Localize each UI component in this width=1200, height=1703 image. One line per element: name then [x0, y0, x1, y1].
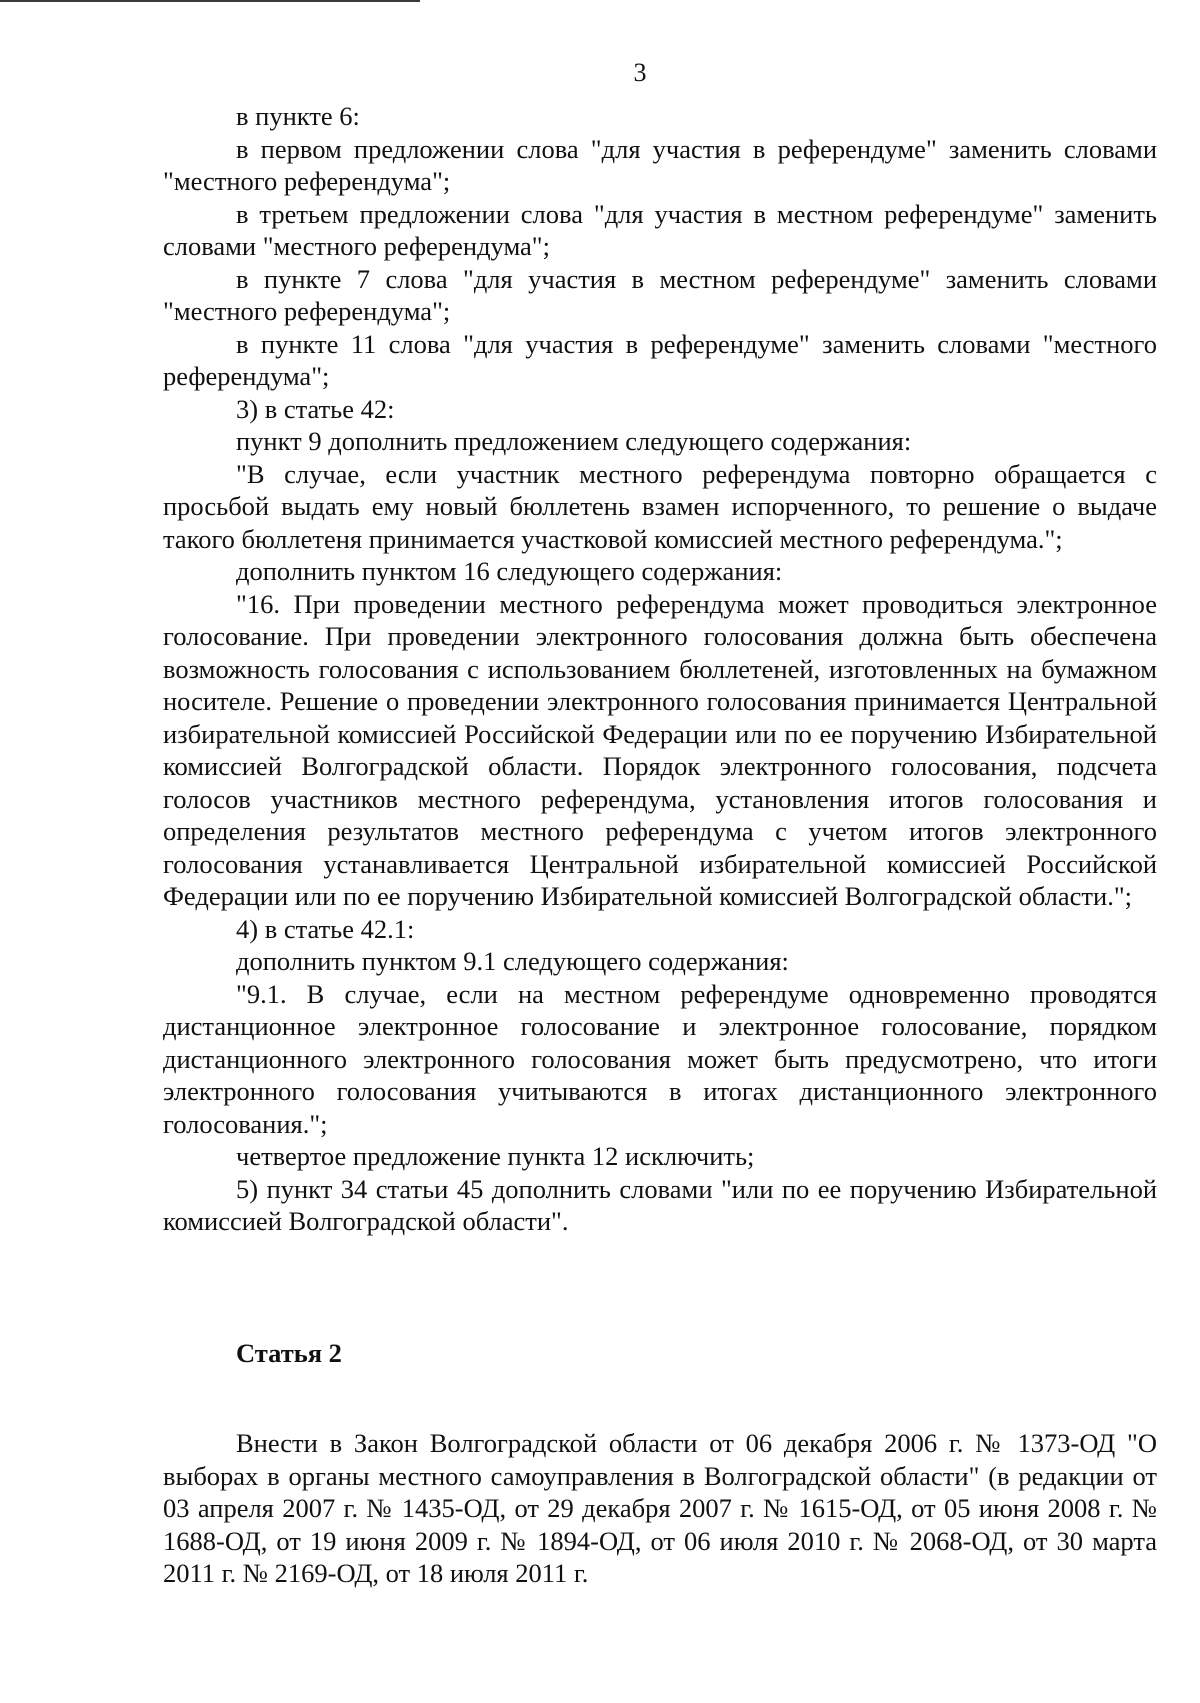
paragraph: 3) в статье 42:	[236, 393, 395, 424]
paragraph: дополнить пунктом 9.1 следующего содержания:	[236, 946, 789, 976]
paragraph: дополнить пунктом 16 следующего содержания:	[236, 556, 783, 586]
paragraph: в третьем предложении слова "для участия в местном референдуме" заменить словами "местного референдума";	[163, 198, 1157, 261]
article-2-heading: Статья 2	[236, 1338, 342, 1368]
paragraph: "9.1. В случае, если на местном референдуме одновременно проводятся дистанционное электронное голосование и электронное голосование, порядком дистанционного электронного голосования может быть предусмотрено, что итоги электронного голосования учитываются в итогах дистанционного электронного голосования.";	[163, 978, 1157, 1139]
article-1-continuation	[163, 100, 1157, 1238]
paragraph: в пункте 6:	[236, 101, 360, 131]
page-number: 3	[633, 58, 647, 87]
paragraph: 4) в статье 42.1:	[236, 913, 415, 944]
paragraph: в первом предложении слова "для участия в референдуме" заменить словами "местного референдума";	[163, 133, 1157, 196]
paragraph: "16. При проведении местного референдума может проводиться электронное голосование. При проведении электронного голосования должна быть обеспечена возможность голосования с использованием бюллетеней, изготовленных на бумажном носителе. Решение о проведении электронного голосования принимается Центральной избирательной комиссией Российской Федерации или по ее поручению Избирательной комиссией Волгоградской области. Порядок электронного голосования, подсчета голосов участников местного референдума, установления итогов голосования и определения результатов местного референдума с учетом итогов электронного голосования устанавливается Центральной избирательной комиссией Российской Федерации или по ее поручению Избирательной комиссией Волгоградской области.";	[163, 588, 1157, 911]
paragraph: пункт 9 дополнить предложением следующего содержания:	[236, 426, 912, 456]
paragraph: в пункте 11 слова "для участия в референдуме" заменить словами "местного референдума";	[163, 328, 1157, 391]
paragraph: "В случае, если участник местного референдума повторно обращается с просьбой выдать ему новый бюллетень взамен испорченного, то решение о выдаче такого бюллетеня принимается участковой комиссией местного референдума.";	[163, 458, 1157, 554]
paragraph: Внести в Закон Волгоградской области от 06 декабря 2006 г. № 1373-ОД "О выборах в органы местного самоуправления в Волгоградской области" (в редакции от 03 апреля 2007 г. № 1435-ОД, от 29 декабря 2007 г. № 1615-ОД, от 05 июня 2008 г. № 1688-ОД, от 19 июня 2009 г. № 1894-ОД, от 06 июля 2010 г. № 2068-ОД, от 30 марта 2011 г. № 2169-ОД, от 18 июля 2011 г.	[163, 1428, 1157, 1588]
paragraph: четвертое предложение пункта 12 исключить;	[236, 1141, 755, 1171]
paragraph: в пункте 7 слова "для участия в местном референдуме" заменить словами "местного референдума";	[163, 263, 1157, 326]
paragraph: 5) пункт 34 статьи 45 дополнить словами "или по ее поручению Избирательной комиссией Волгоградской области".	[163, 1173, 1157, 1236]
top-scan-line	[0, 0, 420, 2]
article-2-body	[163, 1427, 1157, 1590]
